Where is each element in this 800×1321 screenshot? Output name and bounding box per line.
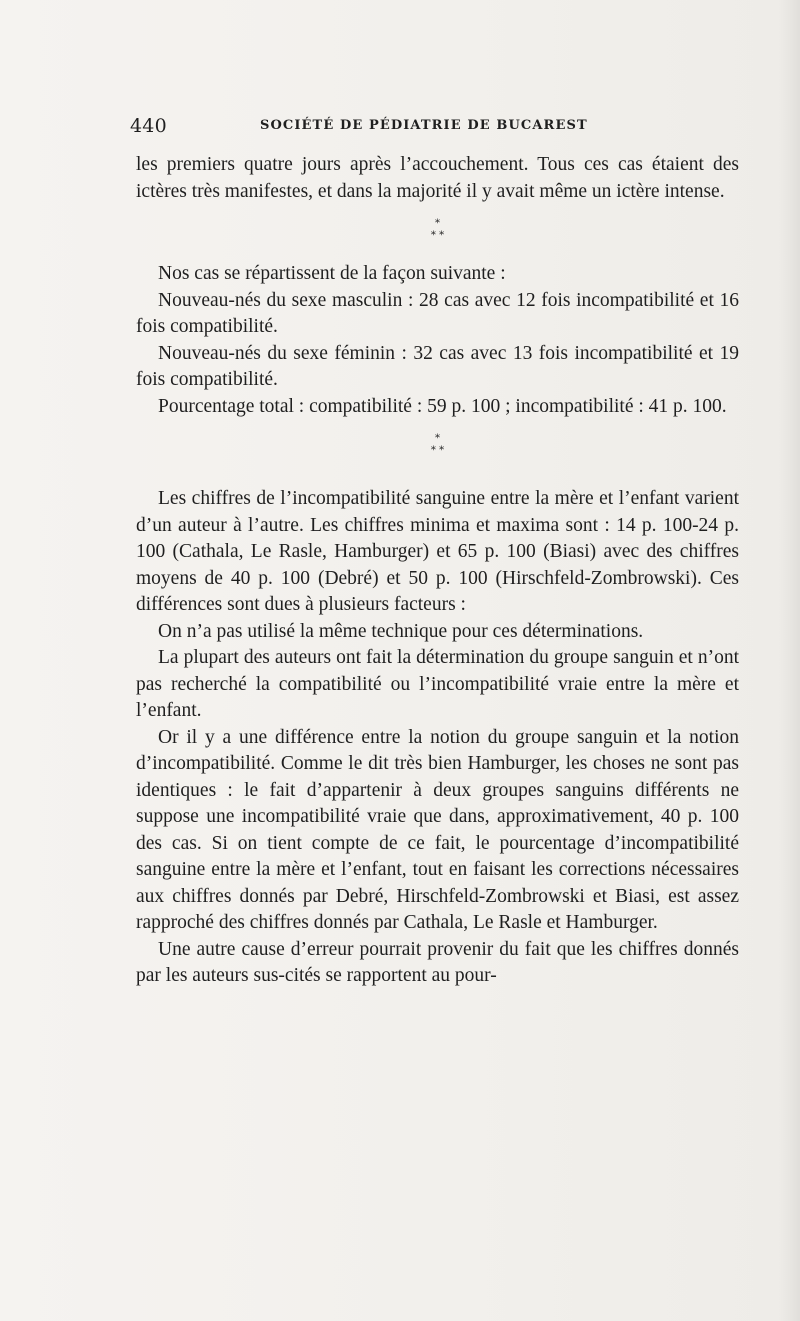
paragraph-4: Nouveau-nés du sexe féminin : 32 cas avec 13 fois incompatibilité et 19 fois compatibilité. <box>136 342 739 390</box>
paragraph-3: Nouveau-nés du sexe masculin : 28 cas avec 12 fois incompatibilité et 16 fois compatibilité. <box>136 289 739 337</box>
paragraph-6: Les chiffres de l’incompatibilité sanguine entre la mère et l’enfant varient d’un auteur à l’autre. Les chiffres minima et maxima sont : 14 p. 100-24 p. 100 (Cathala, Le Rasle, Hamburger) et 65 p. 100 (Biasi) avec des chiffres moyens de 40 p. 100 (Debré) et 50 p. 100 (Hirschfeld-Zombrowski). Ces différences sont dues à plusieurs facteurs : <box>136 488 739 615</box>
paragraph-9: Or il y a une différence entre la notion du groupe sanguin et la notion d’incompatibilité. Comme le dit très bien Hamburger, les choses ne sont pas identiques : le fait d’appartenir à deux groupes sanguins différents ne suppose une incompatibilité vraie que dans, approximativement, 40 p. 100 des cas. Si on tient compte de ce fait, le pourcentage d’incompatibilité sanguine entre la mère et l’enfant, tout en faisant les corrections nécessaires aux chiffres donnés par Debré, Hirschfeld-Zombrowski et Biasi, est assez rapproché des chiffres donnés par Cathala, Le Rasle et Hamburger. <box>136 726 739 933</box>
paragraph-2: Nos cas se répartissent de la façon suivante : <box>158 263 506 284</box>
spacer <box>136 476 739 486</box>
asterism-star-bottom: * * <box>430 230 445 241</box>
running-head: SOCIÉTÉ DE PÉDIATRIE DE BUCAREST <box>260 118 588 133</box>
asterism-1 <box>136 209 739 261</box>
page-number: 440 <box>130 115 167 137</box>
paragraph-1: les premiers quatre jours après l’accouchement. Tous ces cas étaient des ictères très manifestes, et dans la majorité il y avait même un ictère intense. <box>136 154 739 202</box>
paragraph-10: Une autre cause d’erreur pourrait provenir du fait que les chiffres donnés par les auteurs sus-cités se rapportent au pour- <box>136 938 739 986</box>
paragraph-8: La plupart des auteurs ont fait la détermination du groupe sanguin et n’ont pas recherché la compatibilité ou l’incompatibilité vraie entre la mère et l’enfant. <box>136 647 739 721</box>
page-header <box>130 115 730 145</box>
asterism-star-bottom: * * <box>430 445 445 456</box>
paragraph-7: On n’a pas utilisé la même technique pour ces déterminations. <box>158 620 644 642</box>
page-edge-shadow <box>778 0 800 1321</box>
asterism-star-top: * <box>435 218 440 229</box>
page-body <box>136 152 739 990</box>
asterism-star-top: * <box>435 433 440 444</box>
paragraph-5: Pourcentage total : compatibilité : 59 p. 100 ; incompatibilité : 41 p. 100. <box>158 395 727 417</box>
asterism-2 <box>136 424 739 476</box>
